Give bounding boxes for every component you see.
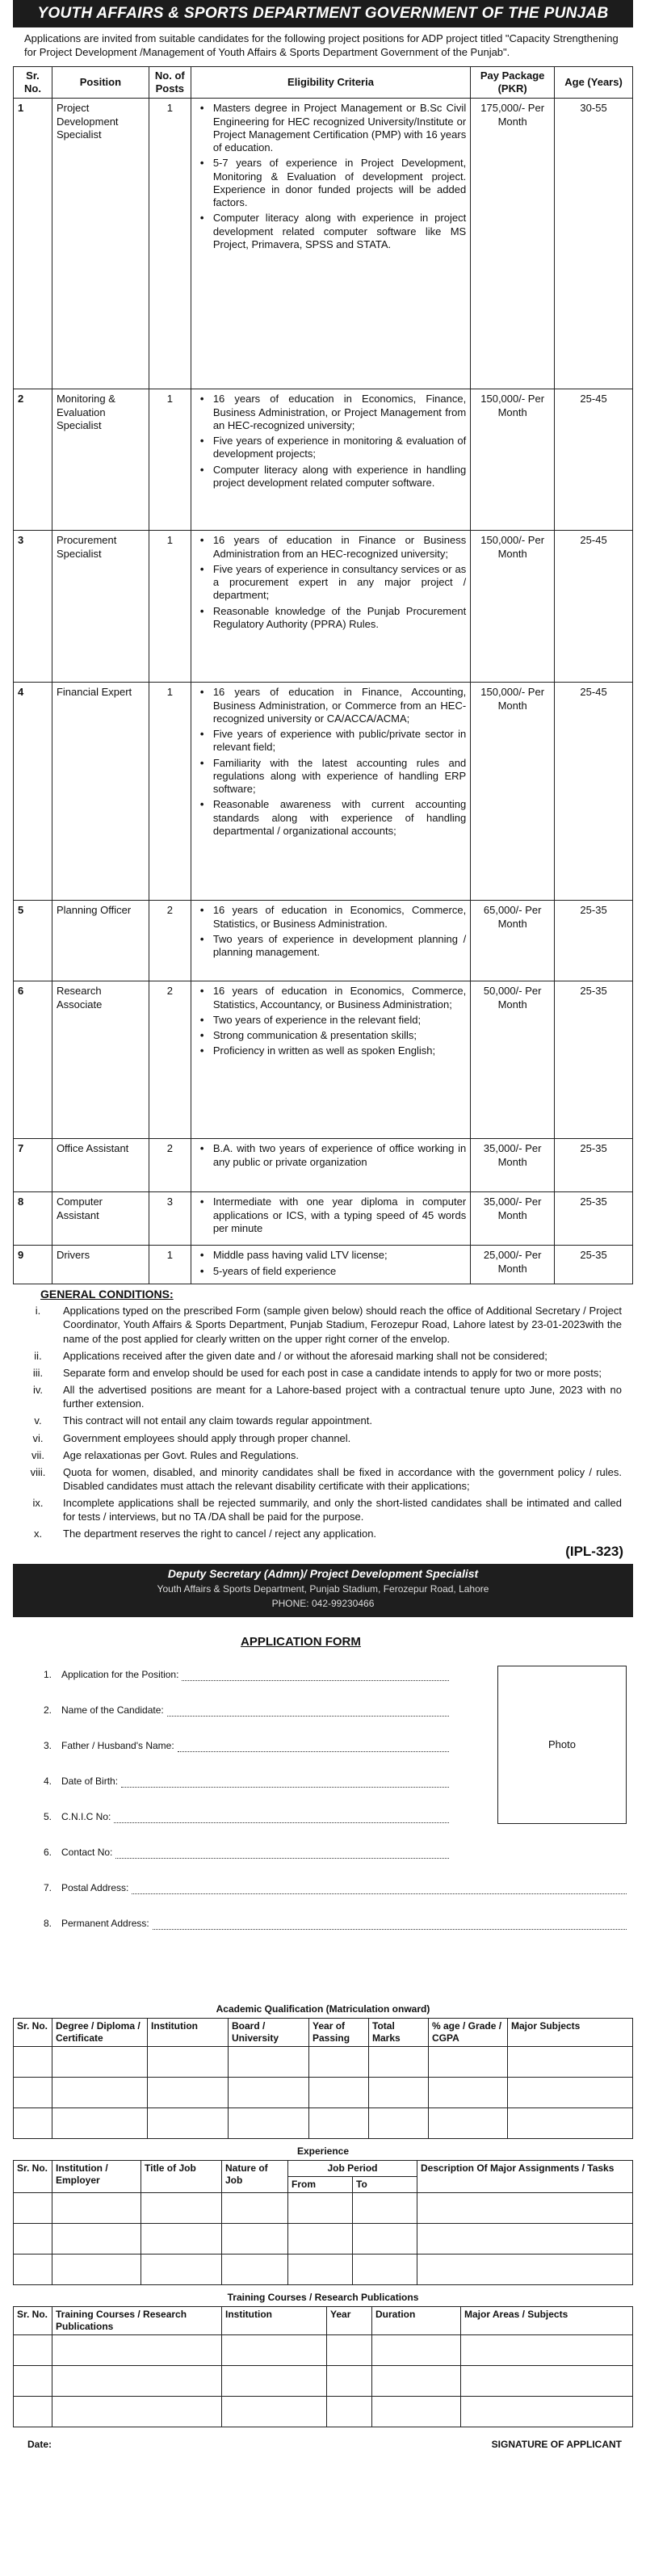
academic-blank-cell[interactable] [52, 2108, 148, 2139]
row-age: 25-45 [555, 389, 633, 531]
form-field-row [44, 1847, 449, 1859]
academic-header-cell: Major Subjects [508, 2019, 633, 2047]
row-position: Financial Expert [52, 683, 149, 901]
general-conditions-heading: GENERAL CONDITIONS: [40, 1287, 174, 1301]
row-pay: 35,000/- Per Month [471, 1192, 555, 1246]
row-position: Planning Officer [52, 901, 149, 981]
training-blank-row [14, 2366, 633, 2397]
criteria-list [195, 534, 466, 631]
position-row [14, 683, 633, 901]
criteria-item: • Proficiency in written as well as spoken English; [195, 1044, 466, 1057]
form-field-input-line[interactable] [132, 1885, 627, 1894]
positions-table [13, 66, 633, 1284]
contact-footer [13, 1564, 633, 1617]
criteria-list [195, 904, 466, 959]
row-age: 25-35 [555, 981, 633, 1139]
row-age: 25-35 [555, 901, 633, 981]
row-pay: 150,000/- Per Month [471, 683, 555, 901]
condition-text: Incomplete applications shall be rejected summarily, and only the short-listed candidates shall be intimated and called for tests / interviews, but no TA /DA shall be paid for the purpose. [63, 1497, 622, 1523]
criteria-item: • Familiarity with the latest accounting rules and regulations along with experience of handling ERP software; [195, 757, 466, 796]
form-field-number: 2. [44, 1704, 52, 1717]
form-field-row [44, 1811, 449, 1823]
position-row [14, 901, 633, 981]
academic-title: Academic Qualification (Matriculation onward) [216, 2003, 430, 2015]
row-pay: 25,000/- Per Month [471, 1246, 555, 1284]
exp-header-from: From [288, 2177, 353, 2193]
row-pay: 175,000/- Per Month [471, 99, 555, 389]
condition-item [13, 1527, 622, 1540]
criteria-item: • 16 years of education in Economics, Commerce, Statistics, or Business Administration. [195, 904, 466, 931]
condition-number: ii. [34, 1349, 42, 1362]
criteria-item: • Strong communication & presentation skills; [195, 1029, 466, 1042]
header-sr-no: Sr. No. [14, 66, 52, 99]
form-field-number: 8. [44, 1918, 52, 1930]
experience-blank-cell[interactable] [353, 2224, 417, 2255]
academic-blank-cell[interactable] [148, 2078, 229, 2108]
form-field-row [44, 1775, 449, 1788]
row-pay: 65,000/- Per Month [471, 901, 555, 981]
photo-label: Photo [548, 1738, 576, 1751]
row-sr-no: 9 [14, 1246, 52, 1284]
academic-blank-cell[interactable] [52, 2078, 148, 2108]
row-eligibility [191, 981, 470, 1139]
academic-header-cell: Sr. No. [14, 2019, 52, 2047]
training-header-cell: Major Areas / Subjects [461, 2307, 633, 2335]
academic-blank-cell[interactable] [429, 2047, 508, 2078]
form-field-label: Permanent Address: [61, 1918, 149, 1930]
training-blank-cell[interactable] [327, 2366, 372, 2397]
criteria-item: • Computer literacy along with experience in project development related computer software like MS Project, Primavera, SPSS and STATA. [195, 212, 466, 251]
academic-blank-cell[interactable] [369, 2078, 429, 2108]
signature-row [13, 2439, 633, 2451]
training-blank-cell[interactable] [461, 2397, 633, 2427]
experience-blank-cell[interactable] [222, 2255, 288, 2285]
experience-blank-row [14, 2255, 633, 2285]
row-position: Research Associate [52, 981, 149, 1139]
row-pay: 35,000/- Per Month [471, 1139, 555, 1192]
experience-blank-cell[interactable] [141, 2255, 222, 2285]
experience-blank-row [14, 2193, 633, 2224]
criteria-item: • Computer literacy along with experience in handling project development related computer software. [195, 464, 466, 490]
criteria-item: • Reasonable knowledge of the Punjab Procurement Regulatory Authority (PPRA) Rules. [195, 605, 466, 632]
criteria-item: • Five years of experience with public/private sector in relevant field; [195, 728, 466, 754]
academic-header-cell: Board / University [229, 2019, 309, 2047]
position-row [14, 99, 633, 389]
experience-title: Experience [296, 2145, 350, 2158]
academic-header-cell: Total Marks [369, 2019, 429, 2047]
academic-blank-cell[interactable] [309, 2108, 369, 2139]
form-field-number: 6. [44, 1847, 52, 1859]
form-field-input-line[interactable] [114, 1813, 449, 1823]
experience-blank-cell[interactable] [353, 2193, 417, 2224]
row-sr-no: 6 [14, 981, 52, 1139]
experience-blank-cell[interactable] [417, 2193, 633, 2224]
condition-number: x. [33, 1528, 43, 1540]
criteria-list [195, 686, 466, 838]
experience-table [13, 2160, 633, 2285]
row-position: Office Assistant [52, 1139, 149, 1192]
header-posts: No. of Posts [149, 66, 191, 99]
training-header-cell: Training Courses / Research Publications [52, 2307, 222, 2335]
row-pay: 50,000/- Per Month [471, 981, 555, 1139]
header-position: Position [52, 66, 149, 99]
application-form-title: APPLICATION FORM [241, 1634, 361, 1649]
row-posts: 3 [149, 1192, 191, 1246]
criteria-item: • Five years of experience in monitoring & evaluation of development projects; [195, 435, 466, 461]
training-header-cell: Year [327, 2307, 372, 2335]
training-blank-cell[interactable] [327, 2335, 372, 2366]
academic-header-cell: % age / Grade / CGPA [429, 2019, 508, 2047]
row-sr-no: 2 [14, 389, 52, 531]
form-field-row [44, 1918, 627, 1930]
experience-blank-cell[interactable] [141, 2193, 222, 2224]
position-row [14, 981, 633, 1139]
experience-blank-cell[interactable] [52, 2193, 141, 2224]
form-field-input-line[interactable] [178, 1742, 449, 1752]
academic-blank-row [14, 2047, 633, 2078]
form-field-row [44, 1740, 449, 1752]
position-row [14, 531, 633, 683]
experience-blank-cell[interactable] [288, 2255, 353, 2285]
experience-blank-cell[interactable] [288, 2224, 353, 2255]
condition-text: Separate form and envelop should be used for each post in case a candidate intends to apply for two or more posts; [63, 1366, 602, 1379]
application-form-fields [13, 1659, 633, 1998]
criteria-item: • 16 years of education in Finance or Business Administration from an HEC-recognized university; [195, 534, 466, 561]
training-header-cell: Sr. No. [14, 2307, 52, 2335]
criteria-list [195, 1196, 466, 1235]
form-field-label: Name of the Candidate: [61, 1704, 164, 1717]
general-conditions-list [13, 1304, 633, 1540]
academic-blank-cell[interactable] [229, 2108, 309, 2139]
form-field-row [44, 1704, 449, 1717]
row-pay: 150,000/- Per Month [471, 389, 555, 531]
condition-item [13, 1383, 622, 1410]
criteria-item: • 16 years of education in Economics, Finance, Business Administration, or Project Management from an HEC-recognized university; [195, 393, 466, 432]
form-field-number: 4. [44, 1775, 52, 1788]
training-title: Training Courses / Research Publications [227, 2292, 419, 2304]
criteria-item: • Middle pass having valid LTV license; [195, 1249, 466, 1262]
row-sr-no: 1 [14, 99, 52, 389]
criteria-item: • Five years of experience in consultancy services or as a procurement expert in any major project / department; [195, 563, 466, 603]
condition-text: Age relaxationas per Govt. Rules and Regulations. [63, 1448, 299, 1461]
academic-blank-cell[interactable] [14, 2047, 52, 2078]
form-field-row [44, 1882, 627, 1894]
row-sr-no: 8 [14, 1192, 52, 1246]
experience-blank-cell[interactable] [288, 2193, 353, 2224]
training-blank-cell[interactable] [327, 2397, 372, 2427]
form-field-label: Father / Husband's Name: [61, 1740, 174, 1752]
header-pay: Pay Package (PKR) [471, 66, 555, 99]
criteria-list [195, 1249, 466, 1278]
training-blank-cell[interactable] [14, 2397, 52, 2427]
training-blank-cell[interactable] [52, 2335, 222, 2366]
training-blank-cell[interactable] [461, 2366, 633, 2397]
criteria-item: • 5-years of field experience [195, 1265, 466, 1278]
row-position: Procurement Specialist [52, 531, 149, 683]
experience-blank-cell[interactable] [52, 2224, 141, 2255]
condition-item [13, 1349, 622, 1363]
academic-table [13, 2018, 633, 2139]
experience-blank-cell[interactable] [52, 2255, 141, 2285]
criteria-list [195, 985, 466, 1057]
criteria-item: • Two years of experience in the relevant field; [195, 1014, 466, 1027]
form-field-input-line[interactable] [153, 1920, 627, 1930]
exp-header-period: Job Period [288, 2161, 417, 2177]
condition-number: viii. [30, 1465, 46, 1478]
header-age: Age (Years) [555, 66, 633, 99]
row-posts: 2 [149, 1139, 191, 1192]
criteria-item: • 16 years of education in Finance, Accounting, Business Administration, or Commerce from an HEC-recognized university or CA/ACCA/ACMA; [195, 686, 466, 725]
row-sr-no: 7 [14, 1139, 52, 1192]
row-eligibility [191, 389, 470, 531]
experience-blank-cell[interactable] [14, 2224, 52, 2255]
row-sr-no: 5 [14, 901, 52, 981]
training-blank-cell[interactable] [222, 2366, 327, 2397]
row-position: Project Development Specialist [52, 99, 149, 389]
condition-item [13, 1414, 622, 1427]
academic-blank-cell[interactable] [148, 2108, 229, 2139]
row-posts: 1 [149, 1246, 191, 1284]
criteria-item: • Masters degree in Project Management or B.Sc Civil Engineering for HEC recognized University/Institute or Project Management Certification (PMP) with 16 years of education. [195, 102, 466, 154]
row-eligibility [191, 99, 470, 389]
position-row [14, 1192, 633, 1246]
experience-blank-cell[interactable] [417, 2255, 633, 2285]
condition-item [13, 1366, 622, 1380]
row-eligibility [191, 901, 470, 981]
row-age: 25-45 [555, 531, 633, 683]
academic-header-cell: Degree / Diploma / Certificate [52, 2019, 148, 2047]
row-posts: 1 [149, 683, 191, 901]
experience-blank-cell[interactable] [141, 2224, 222, 2255]
academic-blank-cell[interactable] [229, 2078, 309, 2108]
training-blank-cell[interactable] [52, 2397, 222, 2427]
academic-blank-cell[interactable] [14, 2108, 52, 2139]
academic-blank-cell[interactable] [508, 2078, 633, 2108]
condition-item [13, 1431, 622, 1445]
row-pay: 150,000/- Per Month [471, 531, 555, 683]
criteria-item: • Intermediate with one year diploma in computer applications or ICS, with a typing speed of 45 words per minute [195, 1196, 466, 1235]
photo-box [497, 1666, 627, 1824]
row-age: 25-35 [555, 1139, 633, 1192]
row-age: 25-45 [555, 683, 633, 901]
condition-number: vii. [31, 1448, 44, 1461]
condition-text: All the advertised positions are meant for a Lahore-based project with a contractual tenure upto June, 2023 with no further extension. [63, 1384, 622, 1410]
condition-text: Government employees should apply through proper channel. [63, 1431, 351, 1444]
academic-blank-cell[interactable] [508, 2108, 633, 2139]
condition-item [13, 1304, 622, 1345]
row-eligibility [191, 683, 470, 901]
exp-header-nature: Nature of Job [222, 2161, 288, 2193]
row-sr-no: 4 [14, 683, 52, 901]
exp-header-description: Description Of Major Assignments / Tasks [417, 2161, 633, 2193]
exp-header-sr: Sr. No. [14, 2161, 52, 2193]
row-posts: 2 [149, 981, 191, 1139]
training-table [13, 2306, 633, 2427]
form-field-number: 5. [44, 1811, 52, 1823]
condition-text: Quota for women, disabled, and minority candidates shall be fixed in accordance with the government policy / rules. Disabled candidates must attach the relevant disability certificate with their applications; [63, 1465, 622, 1492]
row-posts: 1 [149, 99, 191, 389]
row-sr-no: 3 [14, 531, 52, 683]
academic-blank-cell[interactable] [429, 2108, 508, 2139]
form-field-number: 1. [44, 1669, 52, 1681]
row-position: Monitoring & Evaluation Specialist [52, 389, 149, 531]
training-blank-cell[interactable] [222, 2397, 327, 2427]
academic-header-cell: Institution [148, 2019, 229, 2047]
position-row [14, 1139, 633, 1192]
training-blank-cell[interactable] [14, 2366, 52, 2397]
training-blank-cell[interactable] [372, 2335, 461, 2366]
academic-blank-cell[interactable] [508, 2047, 633, 2078]
contact-designation: Deputy Secretary (Admn)/ Project Development Specialist [167, 1566, 479, 1580]
academic-blank-cell[interactable] [52, 2047, 148, 2078]
row-posts: 1 [149, 531, 191, 683]
condition-text: The department reserves the right to cancel / reject any application. [63, 1528, 377, 1540]
form-field-label: Postal Address: [61, 1882, 129, 1894]
condition-item [13, 1465, 622, 1493]
academic-blank-cell[interactable] [229, 2047, 309, 2078]
training-blank-cell[interactable] [14, 2335, 52, 2366]
academic-blank-cell[interactable] [148, 2047, 229, 2078]
academic-blank-cell[interactable] [309, 2047, 369, 2078]
academic-blank-row [14, 2078, 633, 2108]
criteria-item: • 16 years of education in Economics, Commerce, Statistics, Accountancy, or Business Administration; [195, 985, 466, 1011]
academic-blank-row [14, 2108, 633, 2139]
row-position: Computer Assistant [52, 1192, 149, 1246]
experience-blank-cell[interactable] [417, 2224, 633, 2255]
row-age: 25-35 [555, 1192, 633, 1246]
training-blank-cell[interactable] [52, 2366, 222, 2397]
experience-blank-row [14, 2224, 633, 2255]
criteria-item: • Two years of experience in development planning / planning management. [195, 933, 466, 960]
criteria-item: • B.A. with two years of experience of office working in any public or private organization [195, 1142, 466, 1169]
training-blank-cell[interactable] [372, 2397, 461, 2427]
criteria-item: • Reasonable awareness with current accounting standards along with experience of handling departmental / organizational accounts; [195, 798, 466, 838]
experience-blank-cell[interactable] [222, 2224, 288, 2255]
training-header-cell: Institution [222, 2307, 327, 2335]
academic-blank-cell[interactable] [429, 2078, 508, 2108]
header-eligibility: Eligibility Criteria [191, 66, 470, 99]
condition-number: i. [35, 1305, 41, 1317]
condition-text: Applications typed on the prescribed Form (sample given below) should reach the office of Additional Secretary / Project Coordinator, Youth Affairs & Sports Department, Punjab Stadium, Ferozepur Road, Lahore latest by 23-01-2023with the name of the post applied for clearly written on the upper right corner of the envelop. [63, 1305, 622, 1345]
criteria-list [195, 102, 466, 251]
condition-number: iv. [32, 1384, 44, 1397]
form-field-row [44, 1669, 449, 1681]
position-row [14, 1246, 633, 1284]
criteria-list [195, 393, 466, 490]
training-header-cell: Duration [372, 2307, 461, 2335]
criteria-list [195, 1142, 466, 1169]
condition-item [13, 1496, 622, 1523]
date-label: Date: [27, 2439, 52, 2451]
row-eligibility [191, 1246, 470, 1284]
experience-blank-cell[interactable] [14, 2255, 52, 2285]
row-eligibility [191, 531, 470, 683]
condition-number: ix. [32, 1497, 44, 1510]
condition-number: v. [34, 1414, 42, 1427]
criteria-item: • 5-7 years of experience in Project Development, Monitoring & Evaluation of development project. Experience in donor funded projects will be added factors. [195, 157, 466, 209]
academic-blank-cell[interactable] [369, 2047, 429, 2078]
condition-number: iii. [32, 1366, 44, 1379]
row-posts: 2 [149, 901, 191, 981]
row-eligibility [191, 1139, 470, 1192]
form-field-number: 3. [44, 1740, 52, 1752]
condition-text: This contract will not entail any claim towards regular appointment. [63, 1414, 372, 1427]
row-position: Drivers [52, 1246, 149, 1284]
training-blank-row [14, 2335, 633, 2366]
row-age: 25-35 [555, 1246, 633, 1284]
exp-header-to: To [353, 2177, 417, 2193]
academic-header-cell: Year of Passing [309, 2019, 369, 2047]
experience-blank-cell[interactable] [14, 2193, 52, 2224]
form-field-input-line[interactable] [167, 1707, 449, 1717]
experience-blank-cell[interactable] [353, 2255, 417, 2285]
row-eligibility [191, 1192, 470, 1246]
intro-paragraph: Applications are invited from suitable candidates for the following project positions for ADP project titled "Capacity Strengthening for Project Development /Management of Youth Affairs & Sports Department Government of the Punjab". [24, 32, 619, 58]
condition-text: Applications received after the given date and / or without the aforesaid marking shall not be considered; [63, 1349, 547, 1362]
experience-blank-cell[interactable] [222, 2193, 288, 2224]
form-field-input-line[interactable] [182, 1671, 449, 1681]
training-blank-cell[interactable] [372, 2366, 461, 2397]
position-row [14, 389, 633, 531]
training-blank-cell[interactable] [222, 2335, 327, 2366]
form-field-label: C.N.I.C No: [61, 1811, 111, 1823]
form-field-label: Date of Birth: [61, 1775, 119, 1788]
condition-number: vi. [32, 1431, 44, 1444]
exp-header-title: Title of Job [141, 2161, 222, 2193]
training-blank-cell[interactable] [461, 2335, 633, 2366]
exp-header-institution: Institution / Employer [52, 2161, 141, 2193]
academic-blank-cell[interactable] [14, 2078, 52, 2108]
form-field-input-line[interactable] [121, 1778, 449, 1788]
ipl-number: (IPL-323) [565, 1543, 623, 1559]
form-field-number: 7. [44, 1882, 52, 1894]
form-field-label: Contact No: [61, 1847, 113, 1859]
contact-address: Youth Affairs & Sports Department, Punjab Stadium, Ferozepur Road, Lahore [157, 1583, 489, 1595]
form-field-input-line[interactable] [115, 1849, 449, 1859]
form-field-label: Application for the Position: [61, 1669, 179, 1681]
academic-blank-cell[interactable] [369, 2108, 429, 2139]
academic-blank-cell[interactable] [309, 2078, 369, 2108]
department-banner: YOUTH AFFAIRS & SPORTS DEPARTMENT GOVERNMENT OF THE PUNJAB [13, 0, 633, 27]
contact-phone: PHONE: 042-99230466 [271, 1598, 375, 1610]
condition-item [13, 1448, 622, 1462]
signature-label: SIGNATURE OF APPLICANT [491, 2439, 622, 2451]
training-blank-row [14, 2397, 633, 2427]
row-age: 30-55 [555, 99, 633, 389]
row-posts: 1 [149, 389, 191, 531]
